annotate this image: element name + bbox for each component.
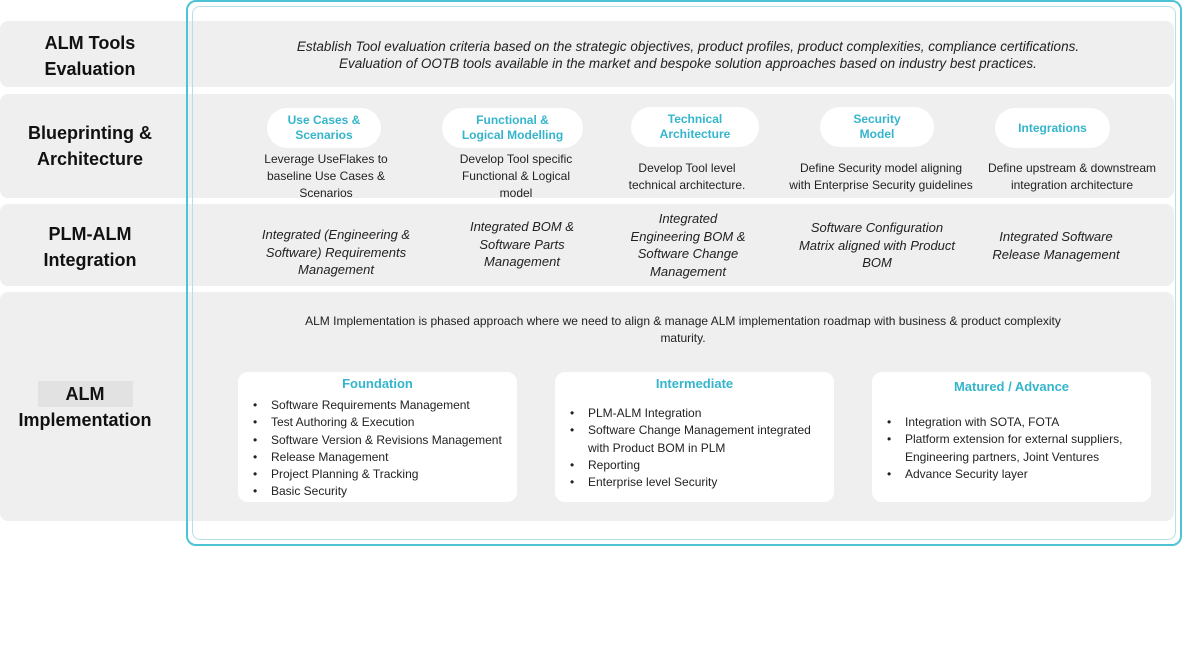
row-label-line: Evaluation — [44, 59, 136, 79]
desc-line: Scenarios — [299, 186, 353, 200]
desc-line: with Enterprise Security guidelines — [789, 178, 973, 192]
blueprint-desc-integrations — [980, 160, 1164, 194]
desc-line: Software) Requirements — [265, 244, 407, 260]
row-label-line: Blueprinting & — [28, 123, 152, 143]
desc-line: model — [499, 186, 533, 200]
desc-line: technical architecture. — [628, 178, 746, 192]
desc-line: Develop Tool level — [638, 161, 736, 175]
desc-line: Engineering BOM & — [630, 228, 746, 244]
pill-technical-architecture — [631, 107, 759, 147]
pill-line: Use Cases & — [287, 113, 361, 127]
list-item: • Platform extension for external suppliers, — [887, 431, 1122, 448]
pill-functional-modelling — [442, 108, 583, 148]
row-label-evaluation — [0, 30, 180, 82]
phase-title: Matured / Advance — [953, 379, 1070, 394]
desc-line: Management — [298, 262, 374, 277]
row-label-implementation — [0, 381, 170, 433]
text-line: ALM Implementation is phased approach where we need to align & manage ALM implementation roadmap with business & product complexity — [305, 314, 1061, 328]
phase-title: Foundation — [342, 376, 413, 391]
pill-line: Technical — [667, 112, 723, 126]
desc-line: Release Management — [992, 246, 1120, 262]
desc-line: Management — [484, 254, 560, 269]
integration-item-bom — [446, 218, 598, 271]
desc-line: Management — [650, 263, 726, 279]
list-item: • Software Change Management integrated — [570, 422, 811, 439]
blueprint-desc-security — [782, 160, 980, 194]
desc-line: BOM — [862, 255, 892, 270]
phase-card-advance — [872, 372, 1151, 502]
implementation-intro — [200, 313, 1166, 347]
phase-card-foundation — [238, 372, 517, 502]
text-line: Evaluation of OOTB tools available in the market and bespoke solution approaches based on industry best practices. — [339, 56, 1037, 71]
list-item: • Integration with SOTA, FOTA — [887, 414, 1122, 431]
integration-item-change — [618, 210, 758, 280]
integration-item-configuration — [790, 219, 964, 272]
phase-card-intermediate — [555, 372, 834, 502]
phase-title: Intermediate — [655, 376, 734, 391]
desc-line: Integrated (Engineering & — [261, 227, 411, 242]
row-label-line: Architecture — [36, 149, 144, 169]
desc-line: Software Parts — [479, 236, 565, 252]
blueprint-desc-functional — [436, 151, 596, 202]
pill-line: Architecture — [659, 127, 731, 141]
list-item: • Basic Security — [253, 483, 502, 500]
pill-line: Security — [853, 112, 901, 126]
desc-line: Integrated — [658, 211, 718, 226]
row-label-line: PLM-ALM — [48, 224, 132, 244]
pill-line: Model — [859, 127, 895, 141]
list-item: • PLM-ALM Integration — [570, 405, 811, 422]
phase-bullets — [253, 397, 502, 501]
row-label-integration — [0, 221, 180, 273]
pill-integrations — [995, 108, 1110, 148]
list-item: Engineering partners, Joint Ventures — [905, 449, 1100, 464]
list-item: • Enterprise level Security — [570, 474, 811, 491]
phase-bullets — [887, 414, 1122, 483]
pill-line: Integrations — [1018, 120, 1087, 135]
desc-line: Integrated Software — [999, 229, 1113, 244]
pill-line: Functional & — [476, 113, 549, 127]
row-label-line: ALM Tools — [44, 33, 136, 53]
list-item: • Software Version & Revisions Management — [253, 432, 502, 449]
pill-line: Scenarios — [295, 128, 353, 142]
list-item: • Advance Security layer — [887, 466, 1122, 483]
desc-line: integration architecture — [1010, 178, 1134, 192]
desc-line: Integrated BOM & — [469, 219, 575, 234]
evaluation-text — [200, 38, 1176, 72]
blueprint-desc-use-cases — [250, 151, 402, 202]
row-label-line: ALM — [38, 381, 133, 407]
text-line: Establish Tool evaluation criteria based on the strategic objectives, product profiles, product complexities, compliance certifications. — [296, 39, 1080, 54]
desc-line: Software Change — [637, 246, 739, 261]
list-item: • Software Requirements Management — [253, 397, 502, 414]
row-label-blueprinting — [0, 120, 180, 172]
desc-line: baseline Use Cases & — [266, 169, 386, 183]
integration-item-requirements — [250, 226, 422, 279]
desc-line: Software Configuration — [810, 220, 944, 235]
desc-line: Define upstream & downstream — [987, 161, 1157, 175]
list-item: • Test Authoring & Execution — [253, 414, 502, 431]
desc-line: Define Security model aligning — [799, 161, 963, 175]
list-item: • Project Planning & Tracking — [253, 466, 502, 483]
desc-line: Develop Tool specific — [459, 152, 573, 166]
desc-line: Functional & Logical — [461, 169, 571, 183]
list-item: • Release Management — [253, 449, 502, 466]
row-label-line: Implementation — [18, 410, 152, 430]
pill-security-model — [820, 107, 934, 147]
row-label-line: Integration — [43, 250, 137, 270]
integration-item-release — [982, 228, 1130, 263]
list-item: with Product BOM in PLM — [588, 440, 726, 455]
blueprint-desc-technical — [612, 160, 762, 194]
desc-line: Matrix aligned with Product — [798, 237, 956, 253]
pill-line: Logical Modelling — [461, 128, 564, 142]
list-item: • Reporting — [570, 457, 811, 474]
desc-line: Leverage UseFlakes to — [264, 152, 388, 166]
text-line: maturity. — [660, 331, 706, 345]
pill-use-cases — [267, 108, 381, 148]
phase-bullets — [570, 405, 811, 491]
